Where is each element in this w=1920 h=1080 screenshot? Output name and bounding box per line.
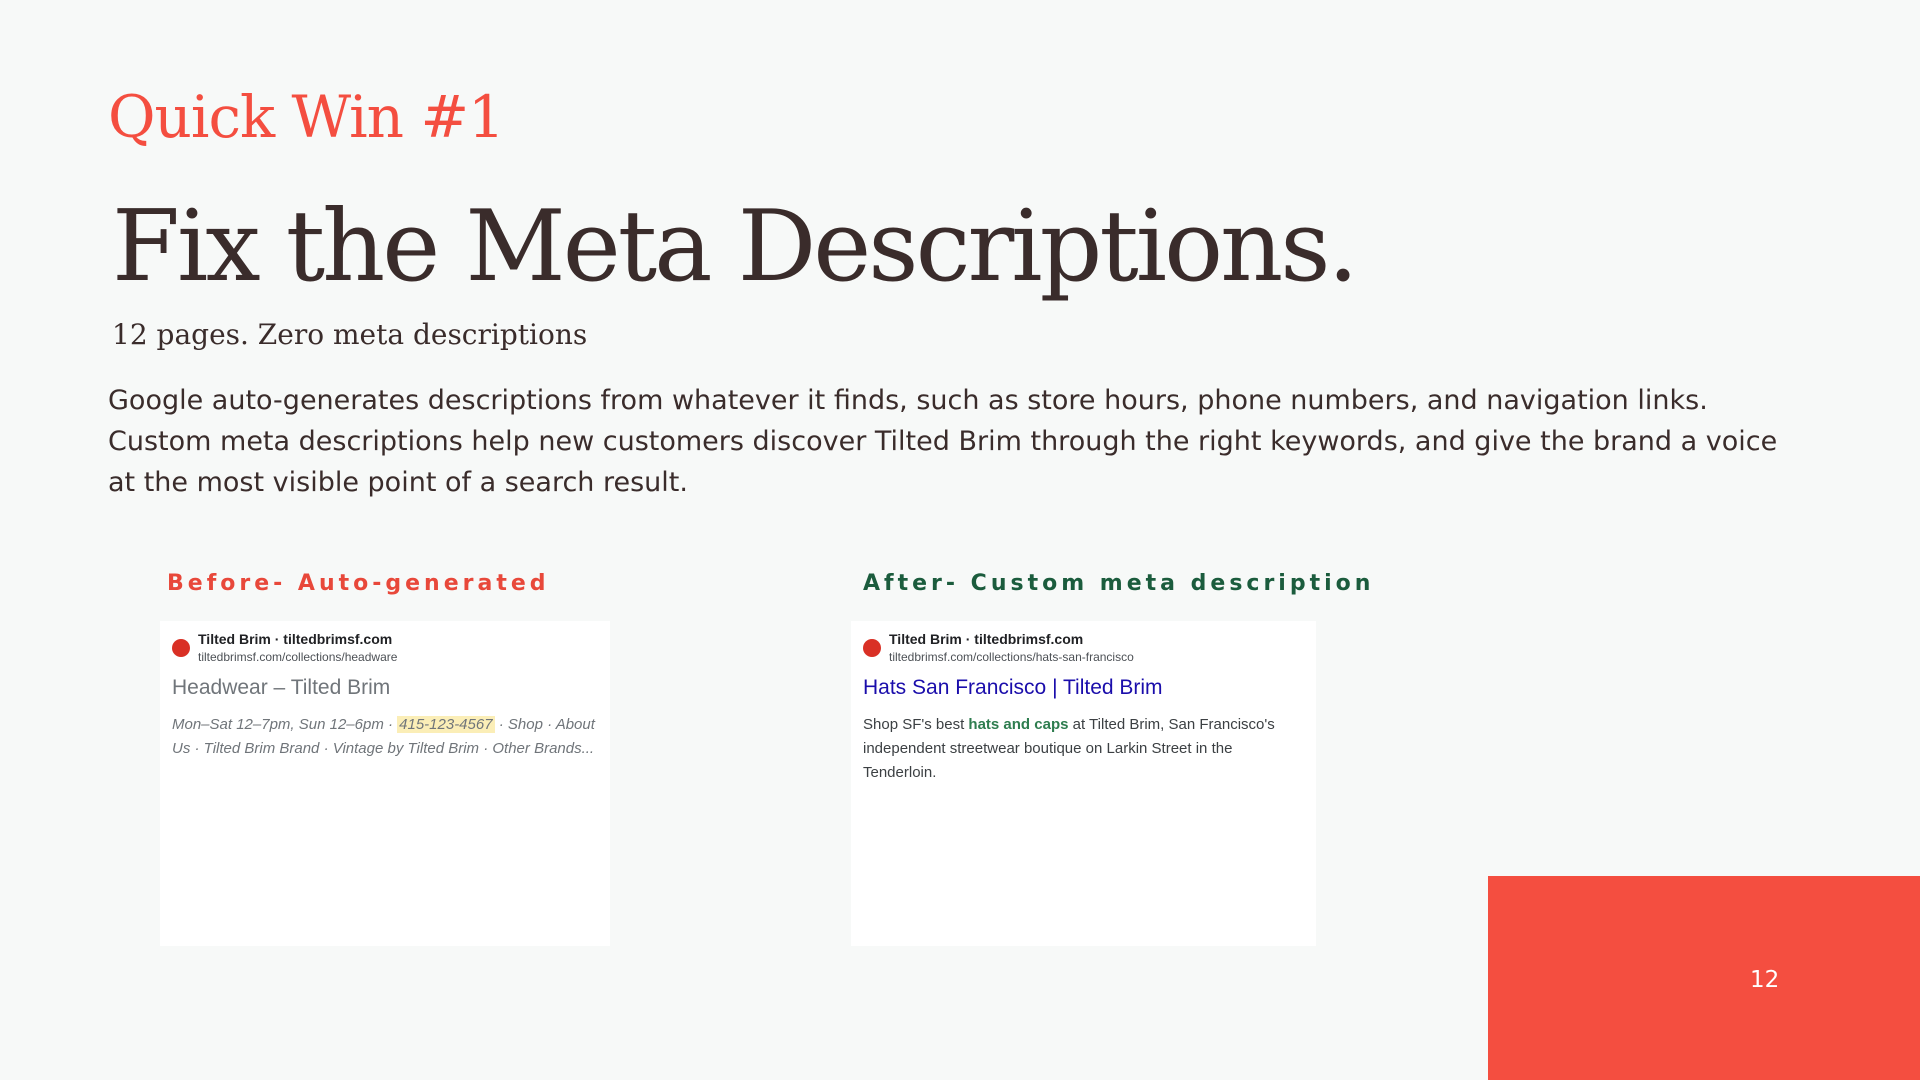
result-snippet [172,713,598,761]
eyebrow-title: Quick Win #1 [108,83,504,151]
site-favicon-icon [172,639,190,657]
page-title: Fix the Meta Descriptions. [112,190,1356,304]
snippet-text: at Tilted Brim, San Francisco's independent streetwear boutique on Larkin Street in the Tenderloin. [863,716,1275,781]
snippet-text: Shop SF's best [863,716,969,733]
before-search-result-card [160,621,610,946]
site-url: tiltedbrimsf.com/collections/hats-san-francisco [889,650,1134,664]
site-url: tiltedbrimsf.com/collections/headware [198,650,398,664]
site-name: Tilted Brim · tiltedbrimsf.com [198,631,393,647]
after-label: After- Custom meta description [863,571,1375,596]
result-title-link[interactable]: Hats San Francisco | Tilted Brim [863,676,1163,699]
body-paragraph: Google auto-generates descriptions from whatever it finds, such as store hours, phone numbers, and navigation links. Custom meta descriptions help new customers discover Tilted Brim through the right keywords, and give the brand a voice at the most visible point of a search result. [108,385,1778,498]
before-label: Before- Auto-generated [167,571,550,596]
site-favicon-icon [863,639,881,657]
subtitle: 12 pages. Zero meta descriptions [112,318,588,351]
snippet-text: Mon–Sat 12–7pm, Sun 12–6pm · [172,716,398,733]
result-title-link[interactable]: Headwear – Tilted Brim [172,676,391,699]
page-number: 12 [1750,967,1780,993]
phone-number-highlight: 415-123-4567 [399,716,493,733]
page-number-block [1488,876,1920,1080]
snippet-text: · Shop · About Us · Tilted Brim Brand · Vintage by Tilted Brim · Other Brands... [172,716,595,757]
result-snippet [863,713,1304,785]
snippet-keyword: hats and caps [968,716,1069,733]
site-name: Tilted Brim · tiltedbrimsf.com [889,631,1084,647]
after-search-result-card [851,621,1316,946]
